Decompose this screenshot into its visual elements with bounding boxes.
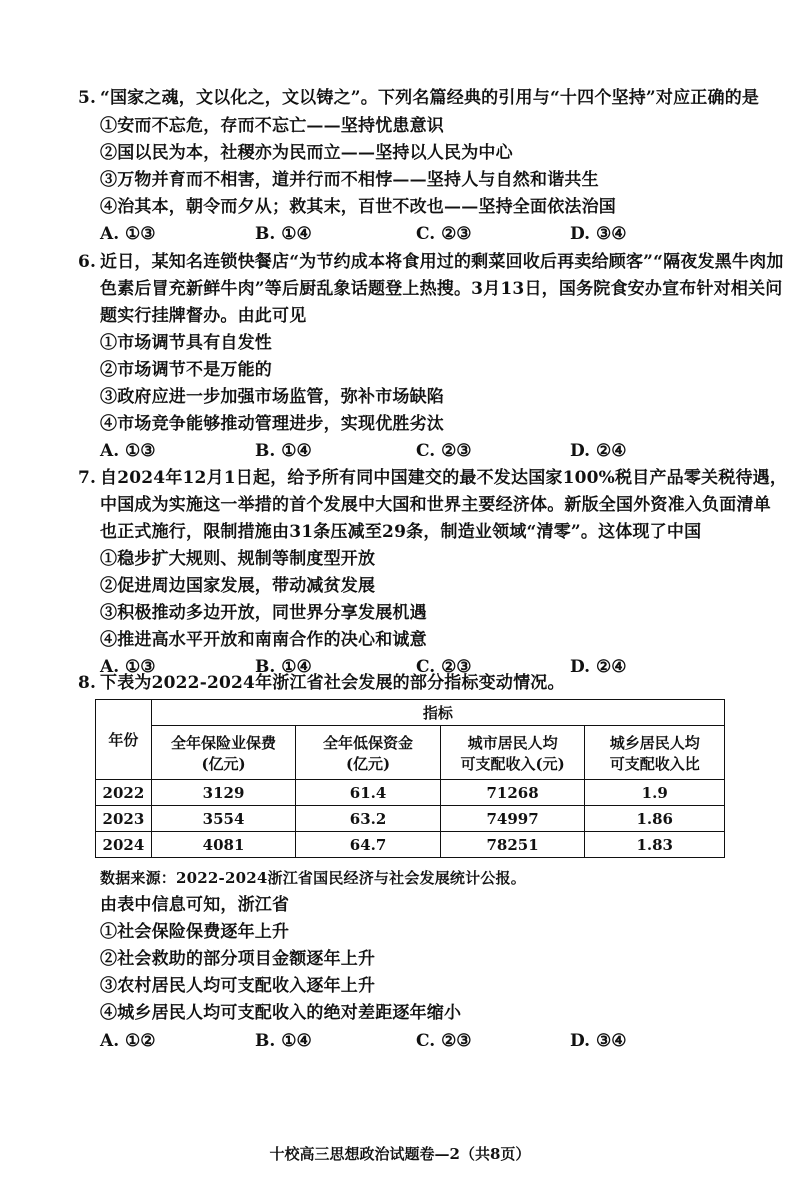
cell-income-ratio: 1.9 [585,780,725,806]
q8-item-1: ①社会保险保费逐年上升 [100,922,290,942]
cell-income-ratio: 1.83 [585,832,725,858]
q7-option-a[interactable]: A. ①③ [100,657,156,677]
q8-option-b[interactable]: B. ①④ [255,1031,312,1051]
cell-urban-income: 74997 [440,806,585,832]
q8-item-3: ③农村居民人均可支配收入逐年上升 [100,976,376,996]
q5-option-a[interactable]: A. ①③ [100,224,156,244]
q8-option-d[interactable]: D. ③④ [570,1031,627,1051]
q5-option-b[interactable]: B. ①④ [255,224,312,244]
col-header-income-ratio [585,726,725,780]
indicator-group-header: 指标 [151,700,724,726]
q8-data-source: 数据来源：2022-2024浙江省国民经济与社会发展统计公报。 [100,869,526,887]
col-header-income-ratio-l2: 可支配收入比 [609,754,700,773]
col-header-insurance-l1: 全年保险业保费 [171,733,277,752]
col-header-subsistence-l2: (亿元) [345,754,391,773]
col-header-urban-income-l1: 城市居民人均 [467,733,558,752]
q7-option-c[interactable]: C. ②③ [416,657,472,677]
q6-item-1: ①市场调节具有自发性 [100,333,272,353]
q8-option-c[interactable]: C. ②③ [416,1031,472,1051]
q6-item-4: ④市场竞争能够推动管理进步，实现优胜劣汰 [100,414,444,434]
cell-year: 2023 [96,806,152,832]
q8-lead: 由表中信息可知，浙江省 [100,895,290,915]
q5-item-3: ③万物并育而不相害，道并行而不相悖——坚持人与自然和谐共生 [100,170,599,190]
table-row [96,780,725,806]
cell-subsistence: 63.2 [296,806,440,832]
q8-number: 8. [78,673,97,693]
cell-subsistence: 61.4 [296,780,440,806]
col-header-income-ratio-l1: 城乡居民人均 [609,733,700,752]
q6-stem-line-3: 题实行挂牌督办。由此可见 [100,306,307,326]
col-header-urban-income-l2: 可支配收入(元) [460,754,565,773]
q5-stem [78,86,759,110]
q6-item-3: ③政府应进一步加强市场监管，弥补市场缺陷 [100,387,444,407]
q6-option-b[interactable]: B. ①④ [255,441,312,461]
q7-item-3: ③积极推动多边开放，同世界分享发展机遇 [100,603,427,623]
cell-urban-income: 71268 [440,780,585,806]
cell-subsistence: 64.7 [296,832,440,858]
col-header-insurance-l2: (亿元) [201,754,246,773]
q7-item-1: ①稳步扩大规则、规制等制度型开放 [100,549,376,569]
q6-option-a[interactable]: A. ①③ [100,441,156,461]
q7-option-b[interactable]: B. ①④ [255,657,312,677]
col-header-insurance [151,726,296,780]
q6-stem-line-1 [78,250,784,274]
year-header: 年份 [96,700,152,780]
q7-option-d[interactable]: D. ②④ [570,657,627,677]
q5-option-d[interactable]: D. ③④ [570,224,627,244]
cell-urban-income: 78251 [440,832,585,858]
q5-item-2: ②国以民为本，社稷亦为民而立——坚持以人民为中心 [100,143,513,163]
table-row [96,806,725,832]
q6-item-2: ②市场调节不是万能的 [100,360,272,380]
q7-stem-line-1 [78,466,787,490]
cell-insurance: 3129 [151,780,296,806]
q6-stem-text-1: 近日，某知名连锁快餐店“为节约成本将食用过的剩菜回收后再卖给顾客”“隔夜发黑牛肉加 [100,252,784,272]
q8-stem [78,671,565,695]
indicator-table [95,699,725,858]
q8-item-2: ②社会救助的部分项目金额逐年上升 [100,949,376,969]
q7-number: 7. [78,468,97,488]
q6-option-c[interactable]: C. ②③ [416,441,472,461]
q5-number: 5. [78,88,97,108]
q8-stem-text: 下表为2022-2024年浙江省社会发展的部分指标变动情况。 [100,673,565,693]
table-row [96,832,725,858]
page-footer: 十校高三思想政治试题卷—2（共8页） [269,1145,531,1163]
cell-year: 2024 [96,832,152,858]
cell-insurance: 4081 [151,832,296,858]
q7-stem-line-2: 中国成为实施这一举措的首个发展中大国和世界主要经济体。新版全国外资准入负面清单 [100,495,771,515]
col-header-subsistence-l1: 全年低保资金 [323,733,414,752]
q5-item-4: ④治其本，朝令而夕从；救其末，百世不改也——坚持全面依法治国 [100,197,616,217]
q7-stem-line-3: 也正式施行，限制措施由31条压减至29条，制造业领域“清零”。这体现了中国 [100,522,702,542]
q5-stem-text: “国家之魂，文以化之，文以铸之”。下列名篇经典的引用与“十四个坚持”对应正确的是 [100,88,760,108]
q8-option-a[interactable]: A. ①② [100,1031,156,1051]
q6-number: 6. [78,252,97,272]
q6-stem-line-2: 色素后冒充新鲜牛肉”等后厨乱象话题登上热搜。3月13日，国务院食安办宣布针对相关问 [100,279,783,299]
q6-option-d[interactable]: D. ②④ [570,441,627,461]
q5-option-c[interactable]: C. ②③ [416,224,472,244]
cell-income-ratio: 1.86 [585,806,725,832]
col-header-urban-income [440,726,585,780]
cell-year: 2022 [96,780,152,806]
q7-item-2: ②促进周边国家发展，带动减贫发展 [100,576,376,596]
cell-insurance: 3554 [151,806,296,832]
q7-stem-text-1: 自2024年12月1日起，给予所有同中国建交的最不发达国家100%税目产品零关税待遇， [100,468,788,488]
q7-item-4: ④推进高水平开放和南南合作的决心和诚意 [100,630,427,650]
col-header-subsistence [296,726,440,780]
q5-item-1: ①安而不忘危，存而不忘亡——坚持忧患意识 [100,116,444,136]
q8-item-4: ④城乡居民人均可支配收入的绝对差距逐年缩小 [100,1003,462,1023]
